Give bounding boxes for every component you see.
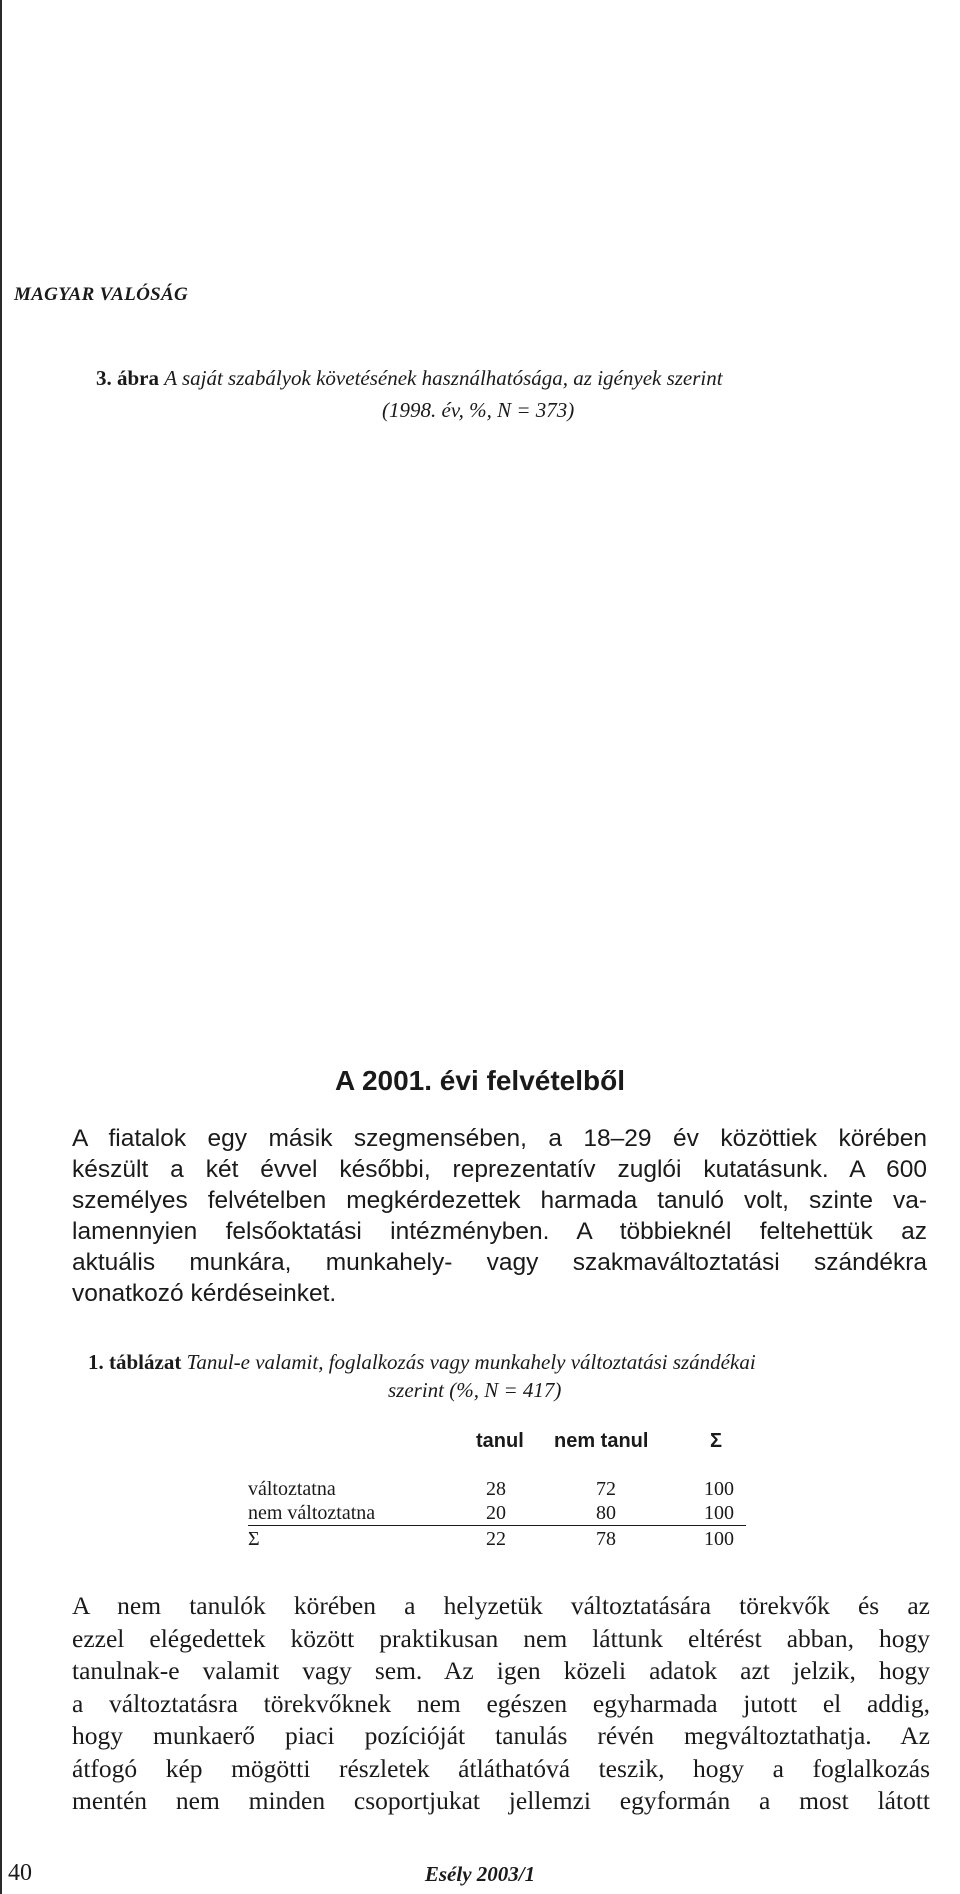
table-cell: 80 [596,1502,616,1524]
paragraph-line: aktuális munkára, munkahely- vagy szakmaváltoztatási szándékra [72,1249,927,1276]
page-number: 40 [8,1860,32,1886]
table-label: 1. táblázat [88,1350,182,1374]
table-cell: 72 [596,1478,616,1500]
paragraph-line: vonatkozó kérdéseinket. [72,1280,337,1307]
paragraph-line: a változtatásra törekvőknek nem egészen egyharmada jutott el addig, [72,1688,930,1718]
paragraph-line: hogy munkaerő piaci pozícióját tanulás révén megváltoztathatja. Az [72,1721,930,1750]
running-head: MAGYAR VALÓSÁG [14,284,189,305]
paragraph-line: készült a két évvel későbbi, reprezentatív zuglói kutatásunk. A 600 [72,1156,927,1183]
table-cell: 78 [596,1528,616,1550]
table-cell: 100 [704,1502,734,1524]
table-rule [248,1525,746,1526]
paragraph-2 [72,1590,930,1818]
paragraph-line: mentén nem minden csoportjukat jellemzi egyformán a most látott [72,1786,930,1815]
paragraph-1 [72,1123,927,1309]
figure-title: A saját szabályok követésének használhatósága, az igények szerint [164,366,723,390]
row-label: változtatna [248,1478,336,1500]
section-title: A 2001. évi felvételből [335,1065,625,1096]
paragraph-line: A nem tanulók körében a helyzetük változtatására törekvők és az [72,1591,930,1620]
column-header: nem tanul [554,1430,649,1452]
paragraph-line: ezzel elégedettek között praktikusan nem láttunk eltérést abban, hogy [72,1623,930,1653]
table-subtitle: szerint (%, N = 417) [388,1378,562,1402]
table-cell: 28 [486,1478,506,1500]
table-cell: 100 [704,1528,734,1550]
table-title: Tanul-e valamit, foglalkozás vagy munkahely változtatási szándékai [186,1350,756,1374]
row-label: Σ [248,1528,260,1550]
journal-footer: Esély 2003/1 [424,1862,536,1886]
paragraph-line: tanulnak-e valamit vagy sem. Az igen közeli adatok azt jelzik, hogy [72,1656,930,1685]
table-cell: 100 [704,1478,734,1500]
paragraph-line: személyes felvételben megkérdezettek harmada tanuló volt, szinte va- [72,1187,927,1214]
paragraph-line: A fiatalok egy másik szegmensében, a 18–29 év közöttiek körében [72,1125,927,1152]
page-edge-line [0,0,2,1894]
paragraph-line: lamennyien felsőoktatási intézményben. A többieknél feltehettük az [72,1218,927,1245]
figure-caption [96,362,936,426]
table-cell: 22 [486,1528,506,1550]
row-label: nem változtatna [248,1502,376,1524]
paragraph-line: átfogó kép mögötti részletek átláthatóvá teszik, hogy a foglalkozás [72,1753,930,1783]
figure-label: 3. ábra [96,366,159,390]
figure-subtitle: (1998. év, %, N = 373) [382,398,575,422]
column-header: Σ [710,1430,723,1452]
table-cell: 20 [486,1502,506,1524]
table-caption [88,1348,938,1404]
column-header: tanul [476,1430,524,1452]
